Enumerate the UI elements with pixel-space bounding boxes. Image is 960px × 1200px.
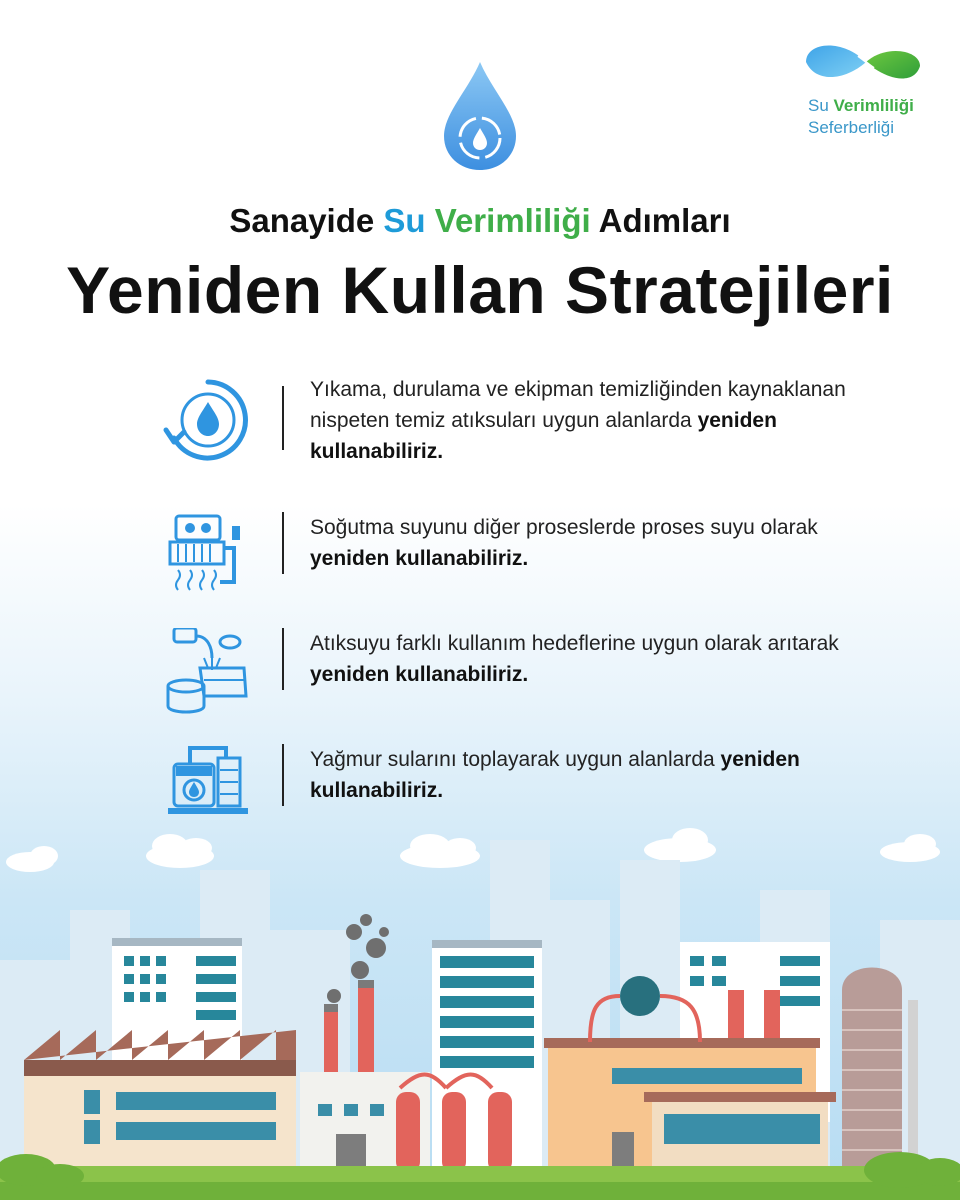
item-text: Atıksuyu farklı kullanım hedeflerine uygun olarak arıtarak yeniden kullanabiliriz. [310, 632, 839, 686]
item-separator [282, 744, 284, 806]
strategy-item-1 [160, 374, 860, 464]
item-separator [282, 512, 284, 574]
item-text: Soğutma suyunu diğer proseslerde proses suyu olarak yeniden kullanabiliriz. [310, 516, 818, 570]
item-text: Yağmur sularını toplayarak uygun alanlarda yeniden kullanabiliriz. [310, 748, 800, 802]
su-verimliligi-logo [800, 36, 930, 146]
cloud-group [6, 828, 940, 872]
strategy-item-2 [160, 512, 860, 602]
item-separator [282, 628, 284, 690]
water-treatment-icon [160, 628, 256, 718]
item-separator [282, 386, 284, 450]
infinity-logo-icon [802, 36, 924, 92]
strategy-item-3 [160, 628, 860, 718]
page-title: Yeniden Kullan Stratejileri [66, 253, 894, 327]
item-text: Yıkama, durulama ve ekipman temizliğinden kaynaklanan nispeten temiz atıksuları uygun alanlarda yeniden kullanabiliriz. [310, 378, 846, 463]
cooling-machine-icon [160, 512, 256, 602]
logo-text-line1: Su Verimliliği [808, 96, 914, 115]
water-recycle-icon [160, 374, 256, 464]
logo-text-line2: Seferberliği [808, 118, 894, 137]
page-subtitle: Sanayide Su Verimliliği Adımları [229, 202, 731, 239]
water-drop-recycle-icon [440, 60, 520, 172]
industrial-city-illustration [0, 820, 960, 1200]
